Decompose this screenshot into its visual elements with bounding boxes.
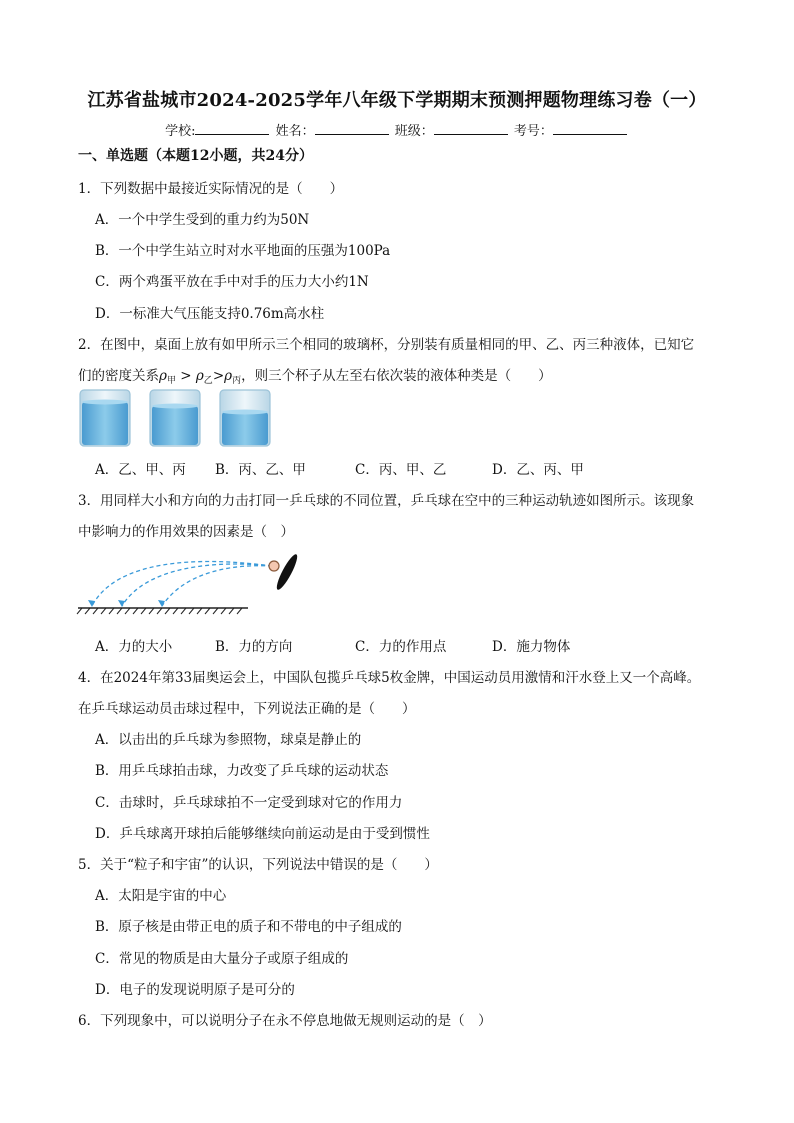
question-4-stem-line-2: 在乒乓球运动员击球过程中，下列说法正确的是（ ）: [78, 701, 416, 717]
school-label: 学校:: [165, 124, 196, 139]
pingpong-svg: [76, 550, 306, 620]
question-1-option-d[interactable]: D．一标准大气压能支持0.76m高水柱: [95, 306, 325, 322]
question-1-option-c[interactable]: C．两个鸡蛋平放在手中对手的压力大小约1N: [95, 274, 369, 290]
question-5-option-b[interactable]: B．原子核是由带正电的质子和不带电的中子组成的: [95, 919, 402, 935]
question-3-stem-line-2: 中影响力的作用效果的因素是（ ）: [78, 524, 294, 540]
page-title: 江苏省盐城市2024-2025学年八年级下学期期末预测押题物理练习卷（一）: [87, 90, 707, 111]
student-info-line: [0, 120, 794, 139]
question-3-stem-line-1: 3．用同样大小和方向的力击打同一乒乓球的不同位置，乒乓球在空中的三种运动轨迹如图所示。该现象: [78, 493, 695, 509]
trajectory-arrowheads: [88, 600, 165, 607]
exam-number-label: 考号：: [513, 124, 553, 139]
pingpong-ball-icon: [269, 561, 279, 571]
ground-hatching: [77, 608, 242, 614]
subscript-yi: 乙: [203, 376, 213, 386]
question-4-option-a[interactable]: A．以击出的乒乓球为参照物，球桌是静止的: [95, 732, 362, 748]
name-label: 姓名：: [275, 124, 315, 139]
question-4-option-c[interactable]: C．击球时，乒乓球球拍不一定受到球对它的作用力: [95, 795, 403, 811]
subscript-jia: 甲: [166, 376, 176, 386]
class-blank[interactable]: [434, 122, 508, 135]
pingpong-trajectory-figure: [76, 550, 306, 620]
question-3-options: [95, 635, 570, 655]
beaker-left: [80, 390, 130, 446]
trajectories: [92, 562, 272, 606]
question-5-option-d[interactable]: D．电子的发现说明原子是可分的: [95, 982, 295, 998]
question-2-options: [95, 458, 584, 478]
question-1-option-b[interactable]: B．一个中学生站立时对水平地面的压强为100Pa: [95, 243, 391, 259]
question-3-option-d[interactable]: D．施力物体: [492, 639, 571, 655]
greater-than-sign: >: [212, 368, 225, 384]
question-6-stem: 6．下列现象中，可以说明分子在永不停息地做无规则运动的是（ ）: [78, 1013, 492, 1029]
question-5-option-a[interactable]: A．太阳是宇宙的中心: [95, 888, 227, 904]
question-3-option-a[interactable]: A．力的大小: [95, 639, 173, 655]
rho-symbol: ρ: [224, 368, 233, 384]
class-label: 班级：: [394, 124, 434, 139]
question-2-stem-prefix: 们的密度关系: [78, 368, 159, 384]
name-blank[interactable]: [315, 122, 389, 135]
question-1-stem: 1．下列数据中最接近实际情况的是（ ）: [78, 181, 344, 197]
question-2-stem-line-1: 2．在图中，桌面上放有如甲所示三个相同的玻璃杯，分别装有质量相同的甲、乙、丙三种液体，已知它: [78, 337, 695, 353]
question-4-stem-line-1: 4．在2024年第33届奥运会上，中国队包揽乒乓球5枚金牌，中国运动员用激情和汗水登上又一个高峰。: [78, 670, 701, 686]
rho-symbol: ρ: [195, 368, 204, 384]
question-3-option-c[interactable]: C．力的作用点: [355, 639, 447, 655]
question-2-option-a[interactable]: A．乙、甲、丙: [95, 462, 186, 478]
question-2-option-b[interactable]: B．丙、乙、甲: [215, 462, 306, 478]
paddle-icon: [274, 552, 301, 592]
school-blank[interactable]: [195, 122, 269, 135]
beakers-svg: [78, 388, 278, 450]
question-2-stem-tail: ，则三个杯子从左至右依次装的液体种类是（ ）: [241, 368, 552, 384]
rho-symbol: ρ: [159, 368, 167, 384]
question-2-stem-line-2: [78, 364, 552, 386]
question-3-option-b[interactable]: B．力的方向: [215, 639, 293, 655]
question-5-option-c[interactable]: C．常见的物质是由大量分子或原子组成的: [95, 951, 349, 967]
subscript-bing: 丙: [232, 376, 242, 386]
question-4-option-d[interactable]: D．乒乓球离开球拍后能够继续向前运动是由于受到惯性: [95, 826, 430, 842]
beaker-middle: [150, 390, 200, 446]
question-5-stem: 5．关于“粒子和宇宙”的认识，下列说法中错误的是（ ）: [78, 857, 438, 873]
greater-than-sign: >: [175, 368, 196, 384]
three-glass-beakers-figure: [78, 388, 278, 450]
question-1-option-a[interactable]: A．一个中学生受到的重力约为50N: [95, 212, 310, 228]
section-heading: 一、单选题（本题12小题，共24分）: [78, 148, 313, 164]
question-2-option-c[interactable]: C．丙、甲、乙: [355, 462, 447, 478]
question-4-option-b[interactable]: B．用乒乓球拍击球，力改变了乒乓球的运动状态: [95, 763, 389, 779]
exam-number-blank[interactable]: [553, 122, 627, 135]
beaker-right: [220, 390, 270, 446]
question-2-option-d[interactable]: D．乙、丙、甲: [492, 462, 584, 478]
